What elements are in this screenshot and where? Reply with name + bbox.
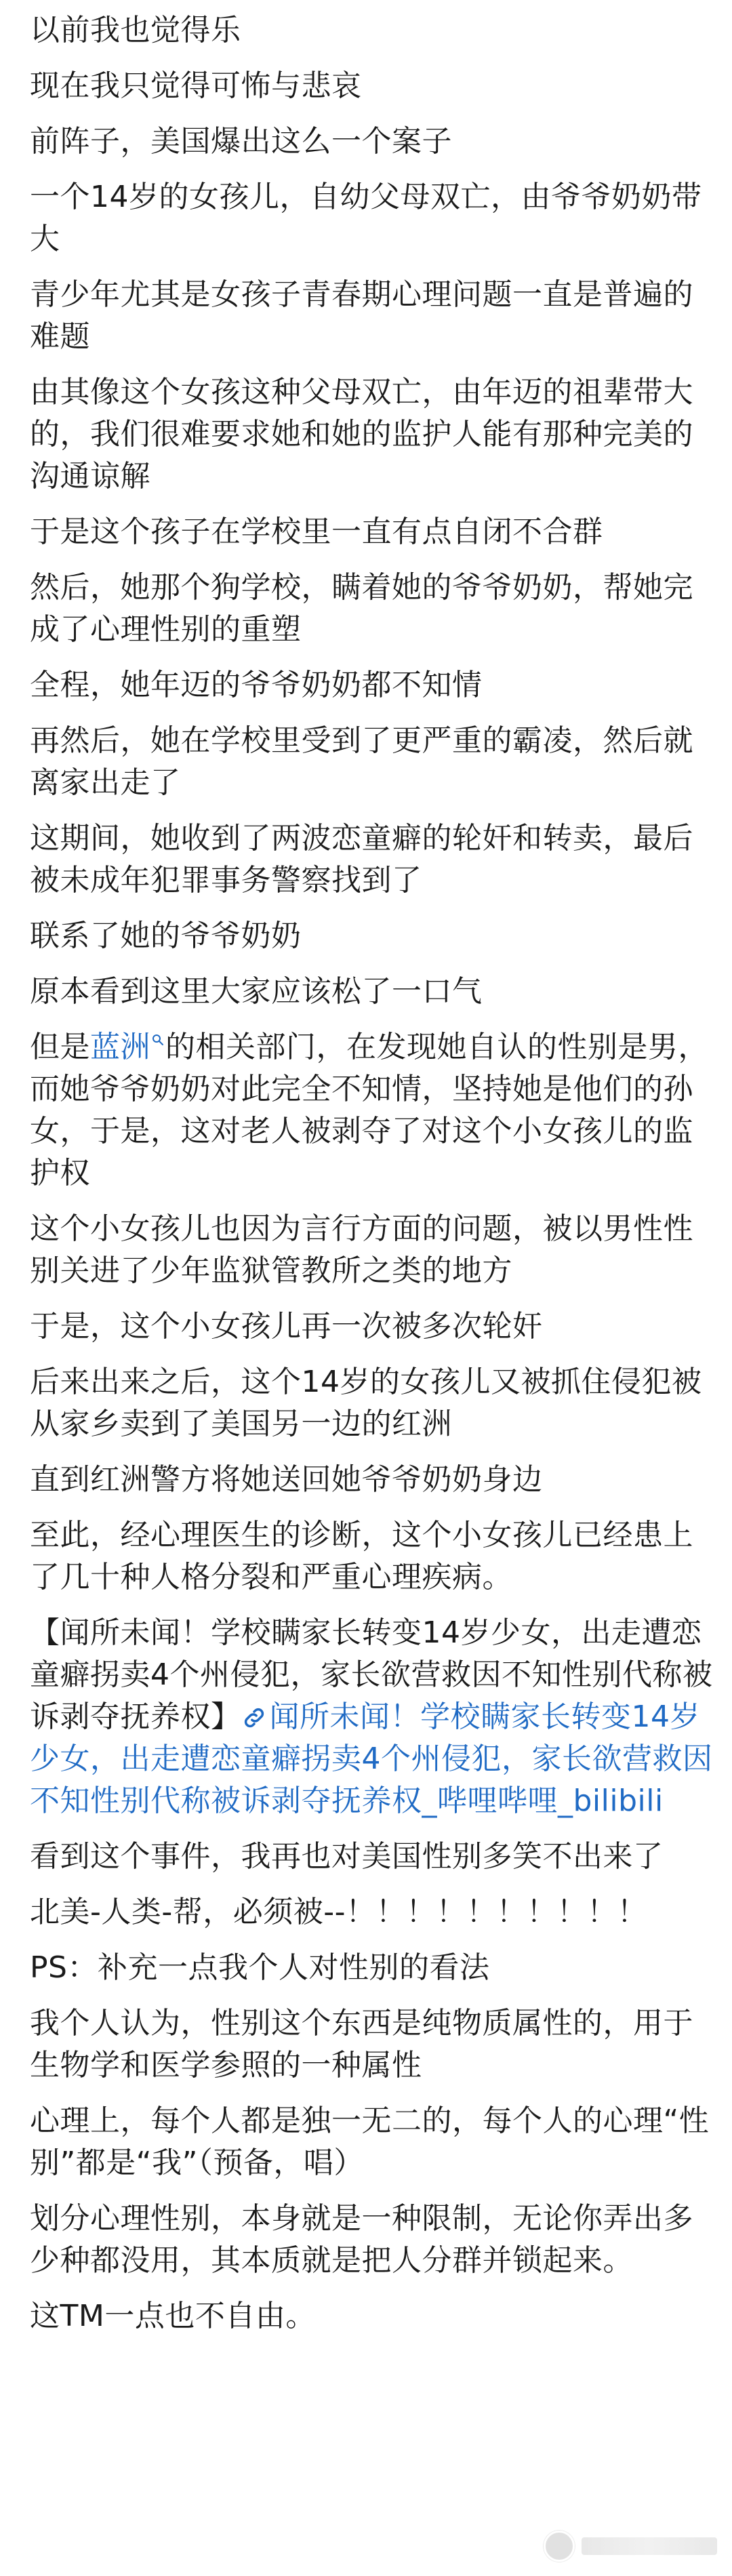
link-icon[interactable] [241,1700,267,1726]
paragraph: 再然后，她在学校里受到了更严重的霸凌，然后就离家出走了 [30,723,693,800]
paragraph: PS：补充一点我个人对性别的看法 [30,1950,490,1985]
paragraph: 于是，这个小女孩儿再一次被多次轮奸 [30,1309,543,1344]
paragraph: 后来出来之后，这个14岁的女孩儿又被抓住侵犯被从家乡卖到了美国另一边的红洲 [30,1365,702,1441]
paragraph: 于是这个孩子在学校里一直有点自闭不合群 [30,515,603,549]
paragraph: 青少年尤其是女孩子青春期心理问题一直是普遍的难题 [30,277,693,354]
paragraph: 我个人认为，性别这个东西是纯物质属性的，用于生物学和医学参照的一种属性 [30,2006,693,2082]
paragraph: 然后，她那个狗学校，瞒着她的爷爷奶奶，帮她完成了心理性别的重塑 [30,570,693,647]
paragraph: 北美-人类-帮，必须被--！！！！！！！！！！ [30,1895,648,1929]
paragraph: 联系了她的爷爷奶奶 [30,919,302,953]
paragraph: 这TM一点也不自由。 [30,2299,316,2333]
watermark [544,2531,717,2561]
paragraph-text: 的相关部门，在发现她自认的性别是男，而她爷爷奶奶对此完全不知情，坚持她是他们的孙女，于是，这对老人被剥夺了对这个小女孩儿的监护权 [30,1030,708,1190]
paragraph: 至此，经心理医生的诊断，这个小女孩儿已经患上了几十种人格分裂和严重心理疾病。 [30,1518,693,1594]
search-icon[interactable] [152,1034,164,1046]
paragraph: 这个小女孩儿也因为言行方面的问题，被以男性性别关进了少年监狱管教所之类的地方 [30,1211,693,1288]
paragraph: 原本看到这里大家应该松了一口气 [30,974,483,1009]
paragraph: 直到红洲警方将她送回她爷爷奶奶身边 [30,1462,543,1497]
paragraph: 以前我也觉得乐 [30,13,241,47]
paragraph [30,1026,714,1194]
search-keyword-link[interactable]: 蓝洲 [90,1030,150,1064]
paragraph: 前阵子，美国爆出这么一个案子 [30,124,452,159]
paragraph: 全程，她年迈的爷爷奶奶都不知情 [30,668,483,702]
watermark-text [582,2537,717,2555]
paragraph-text: 【闻所未闻！学校瞒家长转变14岁少女，出走遭恋童癖拐卖4个州侵犯，家长欲营救因不知性别代称被诉剥夺抚养权】 [30,1615,713,1734]
article-body [30,9,714,2351]
paragraph: 由其像这个女孩这种父母双亡，由年迈的祖辈带大的，我们很难要求她和她的监护人能有那种完美的沟通谅解 [30,375,693,494]
paragraph [30,1612,714,1822]
video-link[interactable]: 闻所未闻！学校瞒家长转变14岁少女，出走遭恋童癖拐卖4个州侵犯，家长欲营救因不知性别代称被诉剥夺抚养权_哔哩哔哩_bilibili [30,1699,713,1818]
paragraph: 这期间，她收到了两波恋童癖的轮奸和转卖，最后被未成年犯罪事务警察找到了 [30,821,693,898]
paragraph: 现在我只觉得可怖与悲哀 [30,68,362,103]
paragraph: 心理上，每个人都是独一无二的，每个人的心理“性别”都是“我”（预备，唱） [30,2104,710,2180]
paragraph-text: 但是 [30,1030,90,1064]
paragraph: 一个14岁的女孩儿，自幼父母双亡，由爷爷奶奶带大 [30,180,702,256]
paragraph: 看到这个事件，我再也对美国性别多笑不出来了 [30,1839,664,1874]
watermark-logo [544,2531,575,2562]
paragraph: 划分心理性别，本身就是一种限制，无论你弄出多少种都没用，其本质就是把人分群并锁起来。 [30,2201,693,2278]
